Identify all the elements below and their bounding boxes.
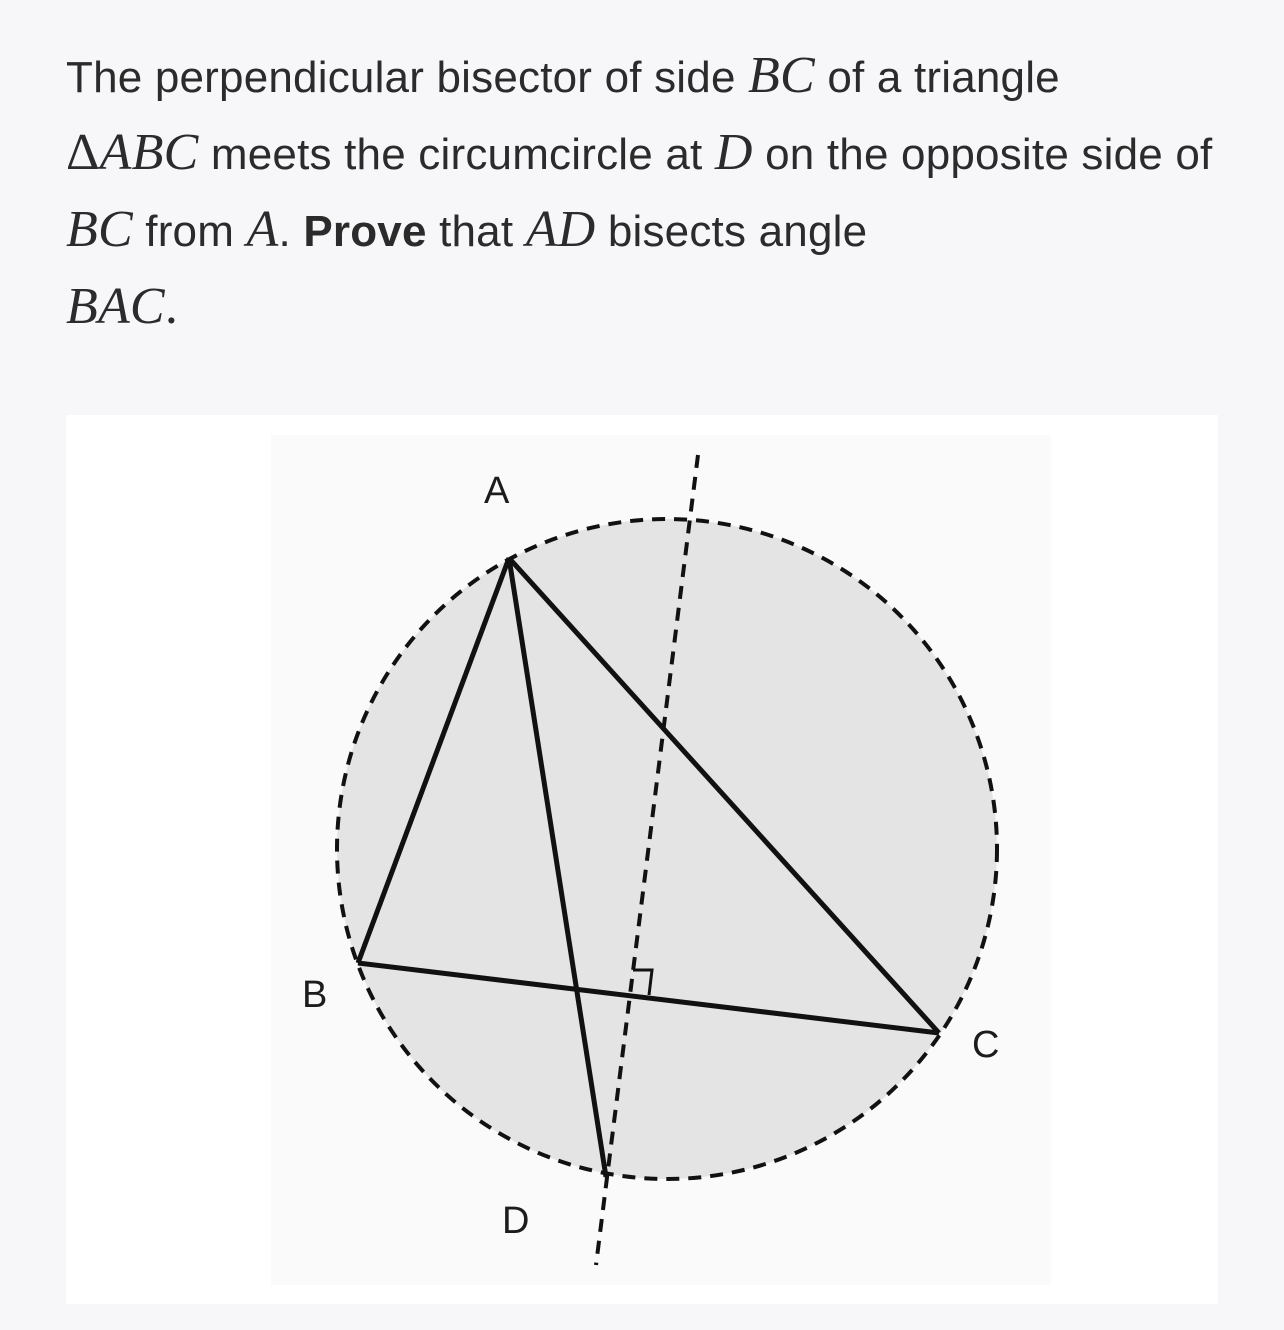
math-d: D xyxy=(714,124,753,181)
prove-keyword: Prove xyxy=(303,207,427,256)
text-segment: The perpendicular bisector of side xyxy=(66,53,749,102)
text-segment: . xyxy=(278,207,304,256)
math-bc: BC xyxy=(66,201,133,258)
text-segment: from xyxy=(132,207,247,256)
geometry-figure xyxy=(66,415,1218,1304)
period: . xyxy=(164,278,179,335)
label-a: A xyxy=(484,470,510,512)
circumcircle xyxy=(337,519,1000,1179)
math-ad: AD xyxy=(525,201,596,258)
text-segment: on the opposite side of xyxy=(752,130,1213,179)
math-delta: Δ xyxy=(66,124,100,181)
math-a: A xyxy=(246,201,279,258)
math-bc: BC xyxy=(748,47,815,104)
math-bac: BAC xyxy=(66,278,165,335)
text-segment: meets the circumcircle at xyxy=(198,130,715,179)
label-d: D xyxy=(502,1200,530,1242)
text-segment: that xyxy=(426,207,526,256)
math-abc: ABC xyxy=(99,124,199,181)
label-c: C xyxy=(972,1024,1000,1066)
text-segment: of a triangle xyxy=(814,53,1060,102)
label-b: B xyxy=(302,974,328,1016)
geometry-diagram xyxy=(66,415,1218,1304)
text-segment: bisects angle xyxy=(595,207,868,256)
problem-statement xyxy=(66,38,1226,346)
